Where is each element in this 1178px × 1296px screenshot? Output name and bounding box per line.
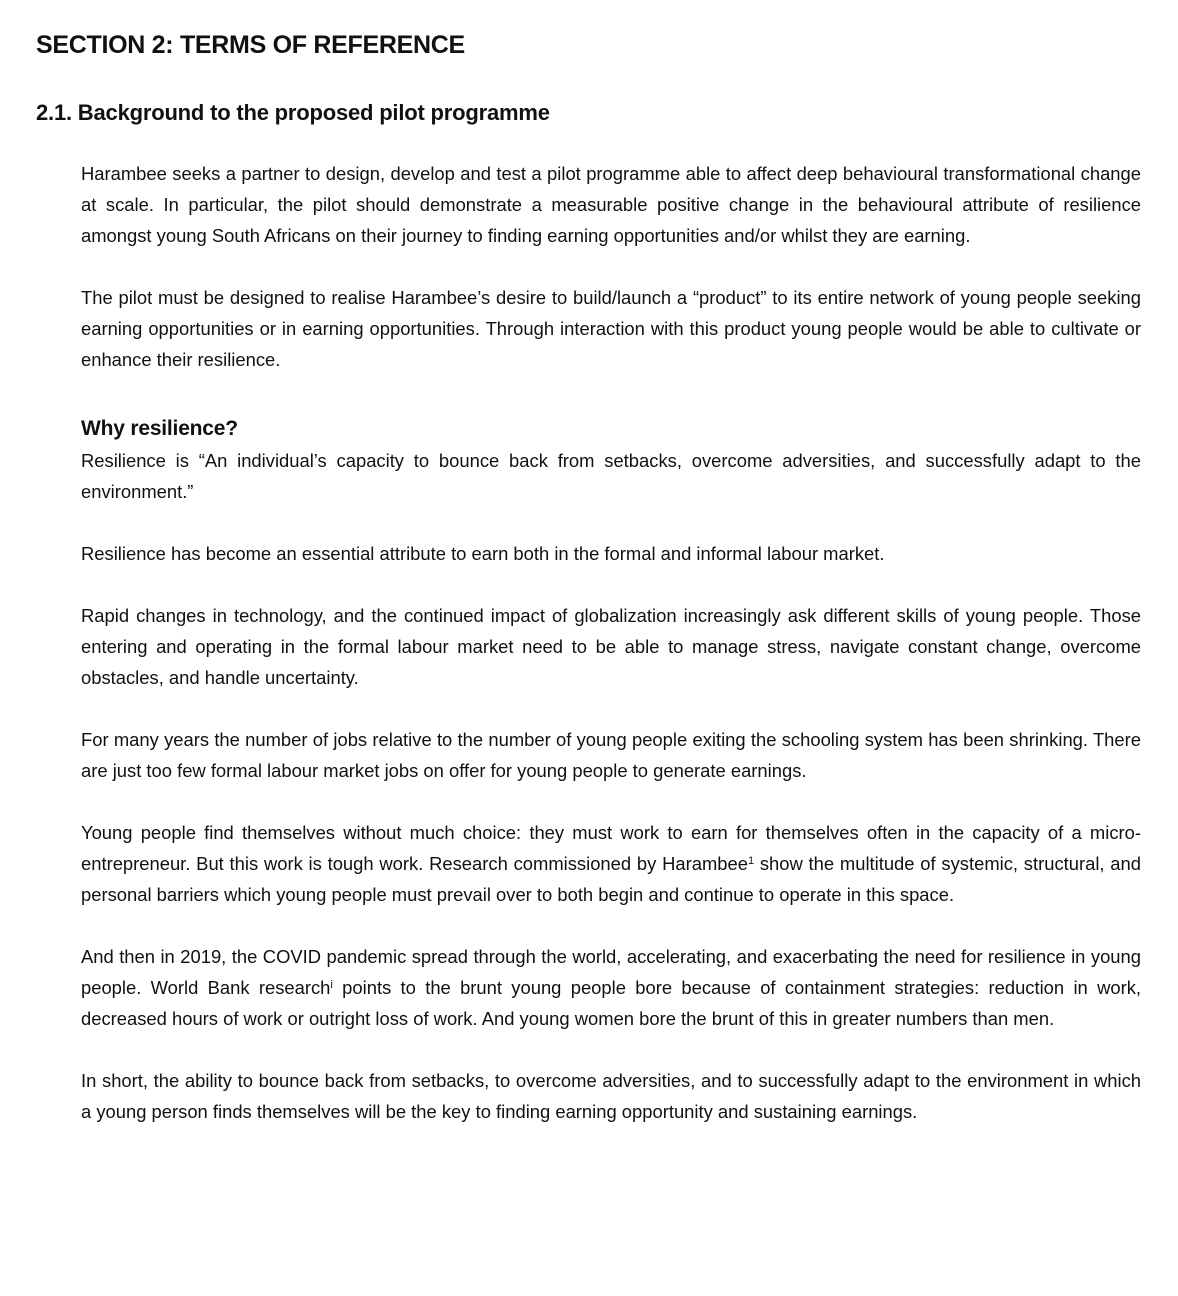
micro-entrepreneur-text-b: show the multitude of systemic, structural, and personal barriers which young people must prevail over to both begin and continue to operate in this space. xyxy=(81,853,1141,905)
covid-text-b: points to the brunt young people bore because of containment strategies: reduction in work, decreased hours of work or outright loss of work. And young women bore the brunt of this in greater numbers than men. xyxy=(81,977,1142,1029)
footnote-1-marker: 1 xyxy=(747,855,755,867)
endnote-i-marker: i xyxy=(330,979,333,991)
essential-attribute-paragraph: Resilience has become an essential attribute to earn both in the formal and informal labour market. xyxy=(81,543,885,564)
rapid-changes-paragraph: Rapid changes in technology, and the continued impact of globalization increasingly ask different skills of young people. Those entering and operating in the formal labour market need to be able to manage stress, navigate constant change, overcome obstacles, and handle uncertainty. xyxy=(81,605,1141,688)
micro-entrepreneur-paragraph xyxy=(81,817,1141,910)
subsection-title: 2.1. Background to the proposed pilot programme xyxy=(36,100,550,125)
document-body xyxy=(81,158,1141,1127)
covid-text-a: And then in 2019, the COVID pandemic spread through the world, accelerating, and exacerbating the need for resilience in young people. World Bank research xyxy=(81,946,1141,998)
shrinking-jobs-paragraph: For many years the number of jobs relative to the number of young people exiting the schooling system has been shrinking. There are just too few formal labour market jobs on offer for young people to generate earnings. xyxy=(81,729,1141,781)
resilience-definition: Resilience is “An individual’s capacity to bounce back from setbacks, overcome adversities, and successfully adapt to the environment.” xyxy=(81,450,1141,502)
intro-paragraph-1: Harambee seeks a partner to design, develop and test a pilot programme able to affect deep behavioural transformational change at scale. In particular, the pilot should demonstrate a measurable positive change in the behavioural attribute of resilience amongst young South Africans on their journey to finding earning opportunities and/or whilst they are earning. xyxy=(81,163,1141,246)
why-resilience-heading: Why resilience? xyxy=(81,417,238,440)
covid-paragraph xyxy=(81,941,1141,1034)
section-title: SECTION 2: TERMS OF REFERENCE xyxy=(36,31,465,59)
summary-paragraph: In short, the ability to bounce back from setbacks, to overcome adversities, and to successfully adapt to the environment in which a young person finds themselves will be the key to finding earning opportunity and sustaining earnings. xyxy=(81,1070,1141,1122)
micro-entrepreneur-text-a: Young people find themselves without much choice: they must work to earn for themselves often in the capacity of a micro-entrepreneur. But this work is tough work. Research commissioned by Harambee xyxy=(81,822,1141,874)
intro-paragraph-2: The pilot must be designed to realise Harambee’s desire to build/launch a “product” to its entire network of young people seeking earning opportunities or in earning opportunities. Through interaction with this product young people would be able to cultivate or enhance their resilience. xyxy=(81,287,1141,370)
